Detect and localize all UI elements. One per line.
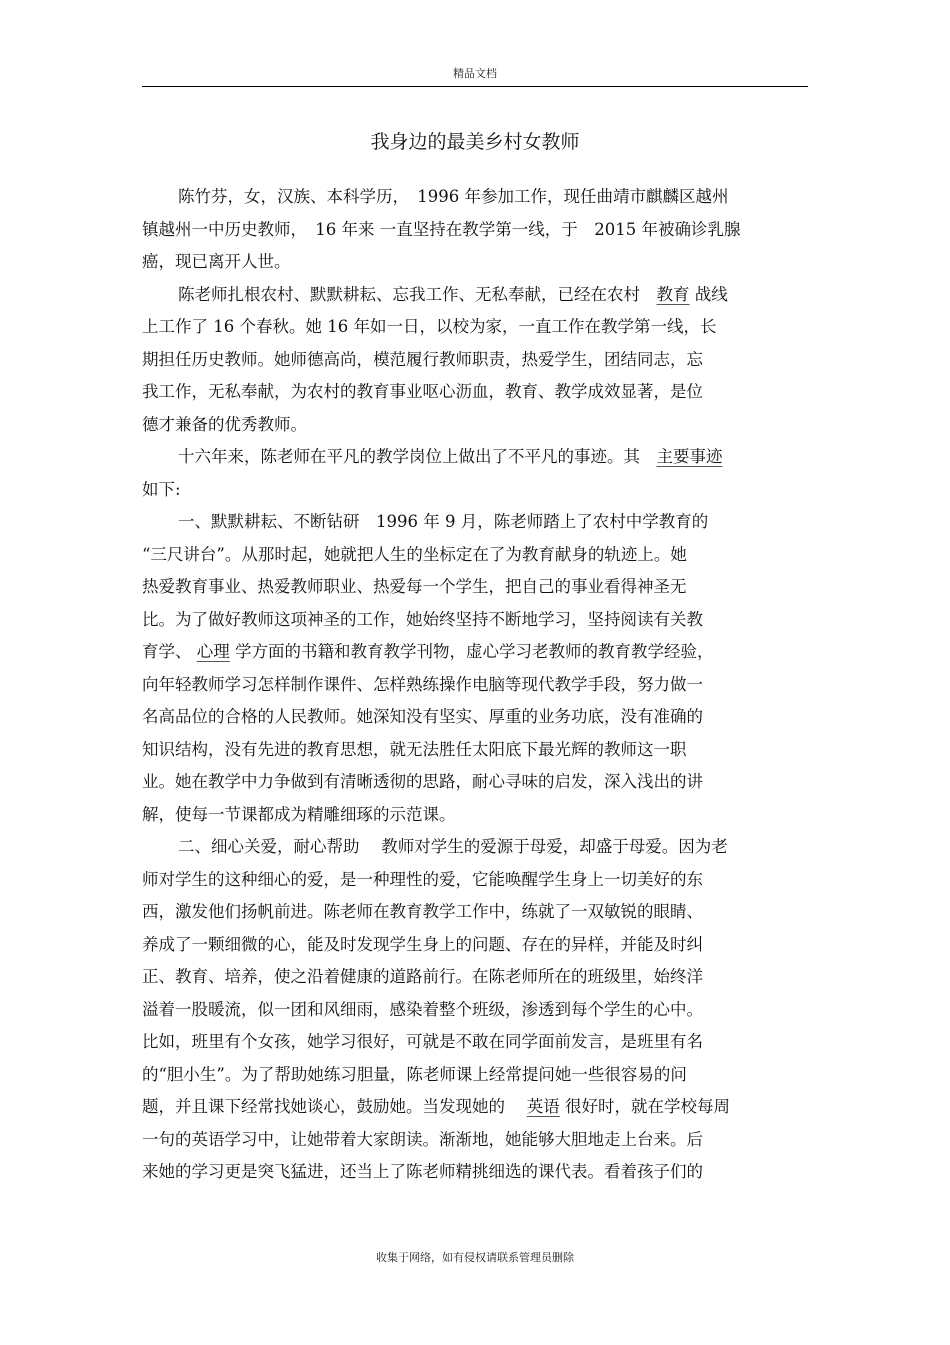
paragraph <box>142 506 808 831</box>
text-line: 的“胆小生”。为了帮助她练习胆量，陈老师课上经常提问她一些很容易的问 <box>142 1064 687 1084</box>
document-body <box>142 181 808 1189</box>
page-footer: 收集于网络，如有侵权请联系管理员删除 <box>376 1251 574 1264</box>
text-line: 育学、 心理 学方面的书籍和教育教学刊物，虚心学习老教师的教育教学经验， <box>142 642 714 661</box>
text-line: 十六年来，陈老师在平凡的教学岗位上做出了不平凡的事迹。其 主要事迹 <box>178 447 723 466</box>
underlined-term-english[interactable]: 英语 <box>526 1097 560 1116</box>
text-line: 二、细心关爱，耐心帮助 教师对学生的爱源于母爱，却盛于母爱。因为老 <box>178 837 728 856</box>
text-line: 题，并且课下经常找她谈心，鼓励她。当发现她的 英语 很好时，就在学校每周 <box>142 1097 730 1116</box>
text-line: 一、默默耕耘、不断钻研 1996 年 9 月，陈老师踏上了农村中学教育的 <box>178 512 709 531</box>
text-line: 向年轻教师学习怎样制作课件、怎样熟练操作电脑等现代教学手段，努力做一 <box>142 674 703 694</box>
text-line: 业。她在教学中力争做到有清晰透彻的思路，耐心寻味的启发，深入浅出的讲 <box>142 772 703 791</box>
text-line: 德才兼备的优秀教师。 <box>142 414 307 434</box>
underlined-term-education[interactable]: 教育 <box>656 284 690 304</box>
text-line: 比如，班里有个女孩，她学习很好，可就是不敢在同学面前发言，是班里有名 <box>142 1032 703 1051</box>
paragraph <box>142 831 808 1189</box>
text-line: 知识结构，没有先进的教育思想，就无法胜任太阳底下最光辉的教师这一职 <box>142 739 687 759</box>
text-line: 期担任历史教师。她师德高尚，模范履行教师职责，热爱学生，团结同志，忘 <box>142 349 703 369</box>
text-line: 比。为了做好教师这项神圣的工作，她始终坚持不断地学习，坚持阅读有关教 <box>142 609 703 629</box>
text-line: 师对学生的这种细心的爱，是一种理性的爱，它能唤醒学生身上一切美好的东 <box>142 869 703 889</box>
text-line: 热爱教育事业、热爱教师职业、热爱每一个学生，把自己的事业看得神圣无 <box>142 577 687 596</box>
text-line: 正、教育、培养，使之沿着健康的道路前行。在陈老师所在的班级里，始终洋 <box>142 967 703 986</box>
paragraph <box>142 279 808 442</box>
text-line: 一句的英语学习中，让她带着大家朗读。渐渐地，她能够大胆地走上台来。后 <box>142 1129 703 1149</box>
text-line: 西，激发他们扬帆前进。陈老师在教育教学工作中，练就了一双敏锐的眼睛、 <box>142 902 703 921</box>
text-line: 养成了一颗细微的心，能及时发现学生身上的问题、存在的异样，并能及时纠 <box>142 934 703 954</box>
text-line: 陈老师扎根农村、默默耕耘、忘我工作、无私奉献，已经在农村 教育 战线 <box>178 284 728 304</box>
text-line: 来她的学习更是突飞猛进，还当上了陈老师精挑细选的课代表。看着孩子们的 <box>142 1162 703 1181</box>
underlined-term-main-deeds[interactable]: 主要事迹 <box>656 447 723 466</box>
text-line: 我工作，无私奉献，为农村的教育事业呕心沥血，教育、教学成效显著，是位 <box>142 382 703 401</box>
document-title: 我身边的最美乡村女教师 <box>370 131 580 153</box>
text-line: 癌，现已离开人世。 <box>142 252 291 271</box>
text-line: 解，使每一节课都成为精雕细琢的示范课。 <box>142 804 456 824</box>
paragraph <box>142 181 808 279</box>
text-line: 上工作了 16 个春秋。她 16 年如一日，以校为家，一直工作在教学第一线，长 <box>142 317 717 336</box>
text-line: 镇越州一中历史教师， 16 年来 一直坚持在教学第一线，于 2015 年被确诊乳腺 <box>142 219 741 239</box>
header-divider <box>142 86 808 87</box>
text-line: “三尺讲台”。从那时起，她就把人生的坐标定在了为教育献身的轨迹上。她 <box>142 544 687 564</box>
page-header: 精品文档 <box>453 67 497 80</box>
underlined-term-psychology[interactable]: 心理 <box>196 642 230 661</box>
text-line: 溢着一股暖流，似一团和风细雨，感染着整个班级，渗透到每个学生的心中。 <box>142 999 703 1019</box>
paragraph <box>142 441 808 506</box>
text-line: 陈竹芬，女，汉族、本科学历， 1996 年参加工作，现任曲靖市麒麟区越州 <box>178 187 729 206</box>
text-line: 名高品位的合格的人民教师。她深知没有坚实、厚重的业务功底，没有准确的 <box>142 707 703 726</box>
text-line: 如下: <box>142 479 181 499</box>
